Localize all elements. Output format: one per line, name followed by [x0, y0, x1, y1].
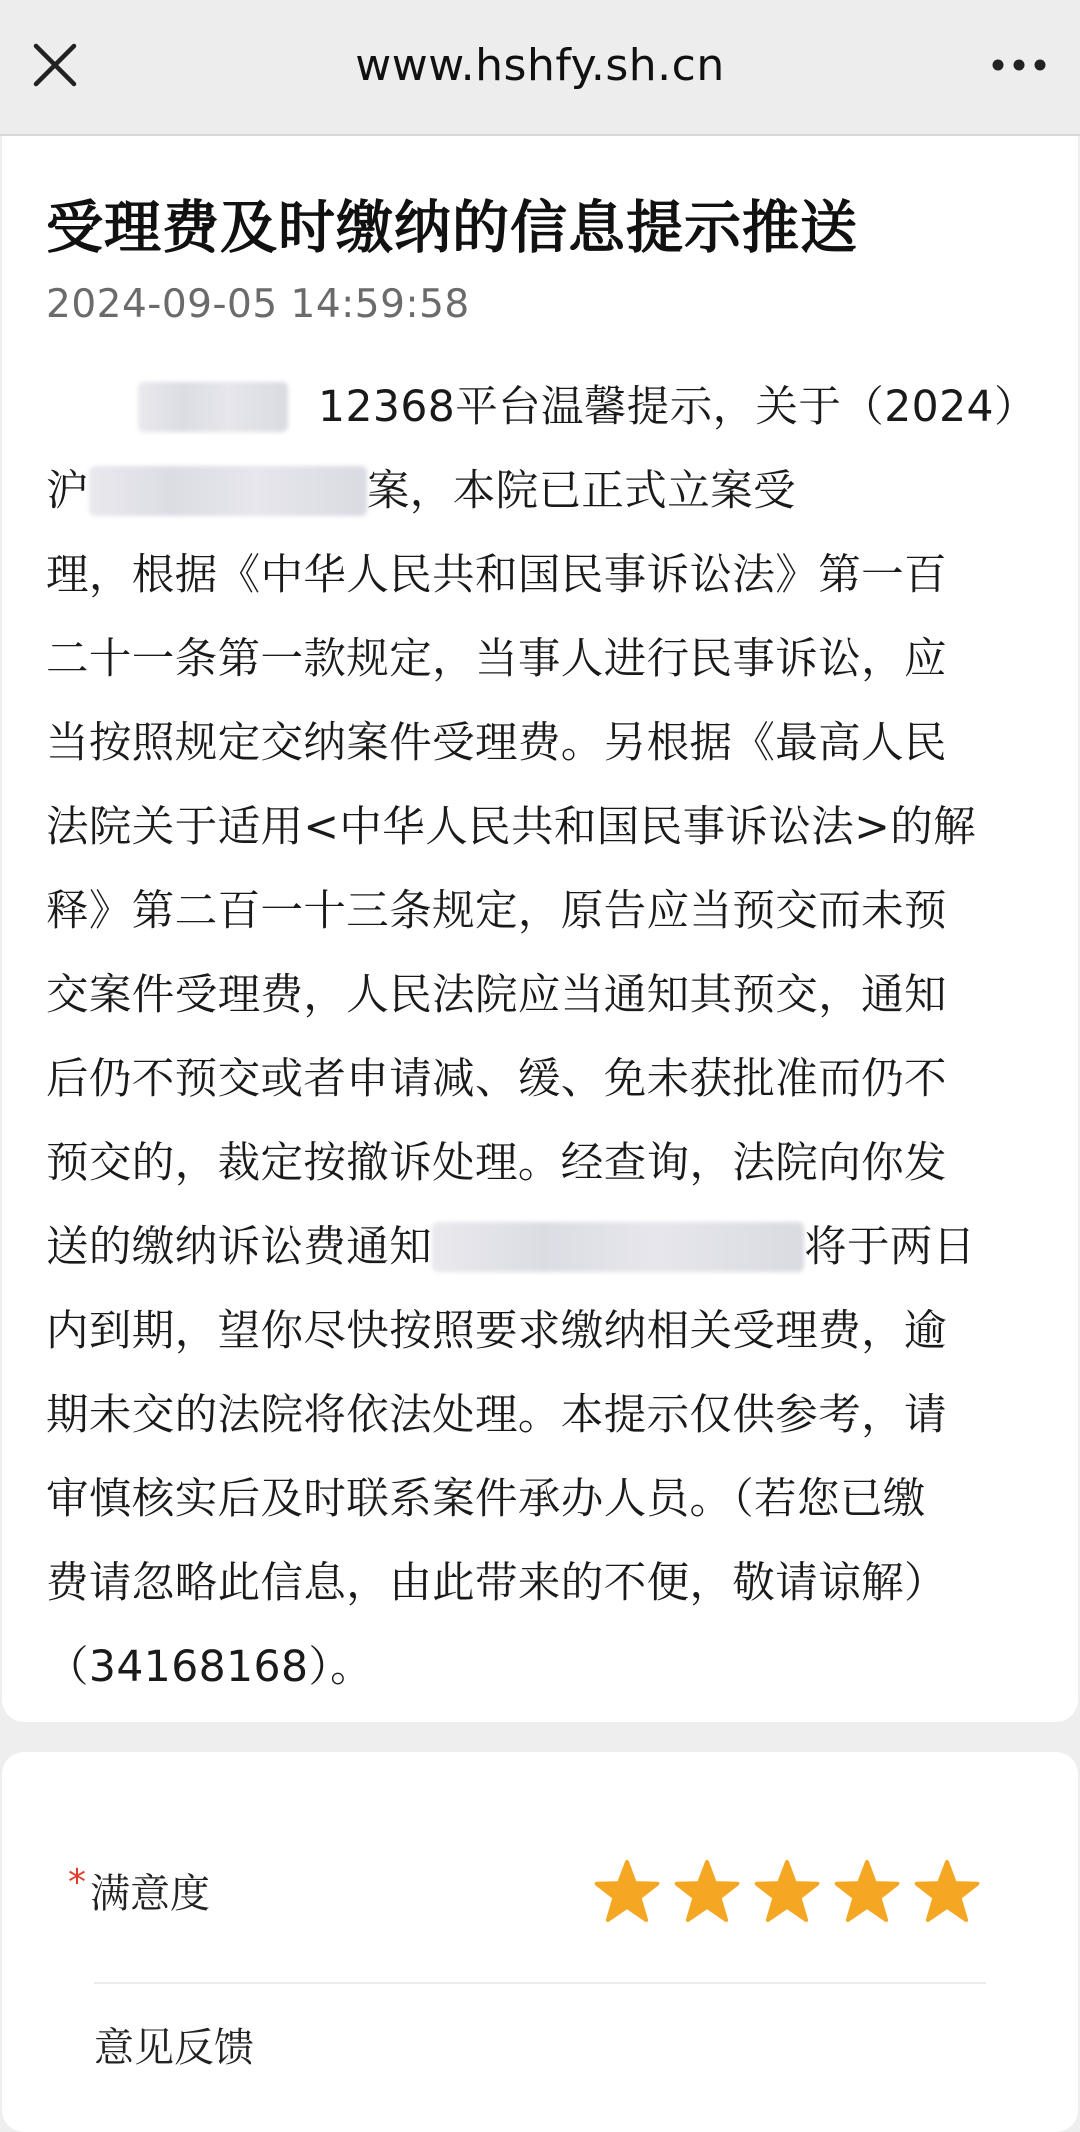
body-line: 费请忽略此信息，由此带来的不便，敬请谅解） [46, 1559, 947, 1608]
satisfaction-label [68, 1862, 210, 1919]
body-line: 预交的，裁定按撤诉处理。经查询，法院向你发 [46, 1139, 947, 1188]
star-icon[interactable] [914, 1858, 980, 1924]
page-url: www.hshfy.sh.cn [355, 40, 725, 91]
feedback-card [2, 1752, 1078, 2132]
body-line: 审慎核实后及时联系案件承办人员。（若您已缴 [46, 1475, 926, 1524]
browser-top-bar [0, 0, 1080, 136]
body-line: （34168168）。 [46, 1643, 373, 1692]
required-mark: * [68, 1862, 86, 1903]
body-line: 后仍不预交或者申请减、缓、免未获批准而仍不 [46, 1055, 947, 1104]
article-body [46, 366, 1037, 1710]
body-line: 释》第二百一十三条规定，原告应当预交而未预 [46, 887, 947, 936]
star-icon[interactable] [674, 1858, 740, 1924]
star-icon[interactable] [594, 1858, 660, 1924]
more-icon [986, 40, 1052, 90]
body-line: 二十一条第一款规定，当事人进行民事诉讼，应 [46, 635, 947, 684]
body-line: 期未交的法院将依法处理。本提示仅供参考，请 [46, 1391, 947, 1440]
redacted-name [138, 382, 288, 432]
body-line [46, 1206, 1032, 1290]
body-line-text: 送的缴纳诉讼费通知 [46, 1223, 433, 1272]
body-line: 法院关于适用<中华人民共和国民事诉讼法>的解 [46, 803, 977, 852]
body-line-text: 12368平台温馨提示，关于（2024） [318, 383, 1037, 432]
body-line-text: 案，本院已正式立案受 [366, 467, 796, 516]
divider [94, 1982, 986, 1984]
satisfaction-label-text: 满意度 [90, 1871, 210, 1917]
feedback-field-label[interactable]: 意见反馈 [94, 2025, 254, 2071]
body-line: 交案件受理费，人民法院应当通知其预交，通知 [46, 971, 947, 1020]
body-line: 理，根据《中华人民共和国民事诉讼法》第一百 [46, 551, 947, 600]
more-options-button[interactable] [986, 40, 1052, 90]
body-line: 当按照规定交纳案件受理费。另根据《最高人民 [46, 719, 947, 768]
body-line-text: 将于两日 [804, 1223, 976, 1272]
body-line: 内到期，望你尽快按照要求缴纳相关受理费，逾 [46, 1307, 947, 1356]
star-icon[interactable] [834, 1858, 900, 1924]
article-timestamp: 2024-09-05 14:59:58 [46, 282, 470, 327]
star-icon[interactable] [754, 1858, 820, 1924]
body-line-text: 沪 [46, 467, 89, 516]
star-rating[interactable] [594, 1858, 980, 1924]
redacted-case-number [89, 466, 367, 516]
article-title: 受理费及时缴纳的信息提示推送 [46, 195, 858, 261]
body-line [46, 366, 1037, 450]
redacted-notice-number [432, 1222, 804, 1272]
body-line [46, 450, 1032, 534]
